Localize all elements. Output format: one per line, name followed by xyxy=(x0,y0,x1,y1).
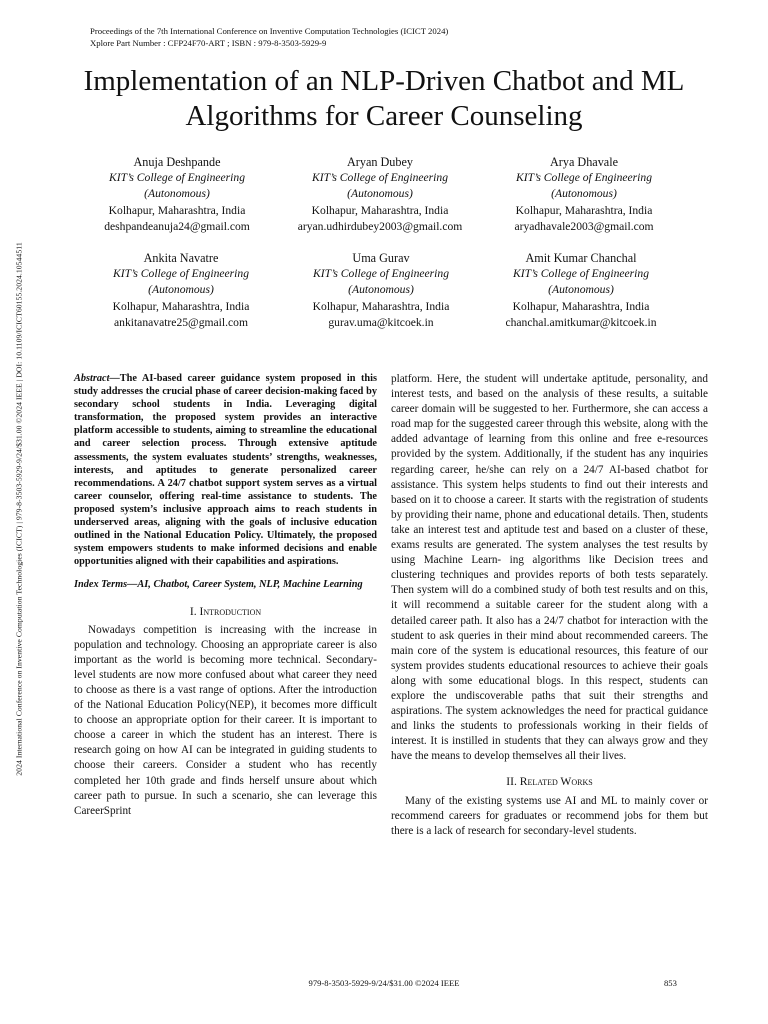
author-institution: KIT’s College of Engineering xyxy=(312,267,449,281)
author-institution: KIT’s College of Engineering xyxy=(512,267,649,281)
author-location: Kolhapur, Maharashtra, India xyxy=(108,203,246,217)
side-doi-text: 2024 International Conference on Inventive Computation Technologies (ICICT) | 979-8-3503-5929-9/24/$31.00 ©2024 IEEE | DOI: 10.1109/ICICT60155.2024.10544511 xyxy=(14,242,24,776)
section-heading-related-works xyxy=(391,774,708,789)
side-doi-strip xyxy=(12,158,26,860)
paper-title xyxy=(0,64,768,134)
abstract-label: Abstract— xyxy=(74,373,120,384)
author-name: Amit Kumar Chanchal xyxy=(525,251,637,265)
index-terms-text: AI, Chatbot, Career System, NLP, Machine Learning xyxy=(137,579,363,591)
author-email: aryan.udhirdubey2003@gmail.com xyxy=(297,219,463,233)
intro-continued-paragraph: platform. Here, the student will undertake aptitude, personality, and interest tests, and based on the analysis of these results, a suitable career domain will be suggested to her. Furthermore, she can access a road map for the suggested career through this website, along with the added advantage of learning from this online and free e-resources provided by the system. Additionally, if the student has any inquiries regarding career, he/she can rely on a 24/7 AI-based chatbot for assistance. This system helps students to find out their interests and based on it to choose a career. It starts with the registration of students by providing their name, phone and educational details. Then, students take an interest test and aptitude test and based on a cluster of these, exams results are generated. The system analyses the test results by using Machine Learn- ing algorithms like Decision trees and clustering techniques and provides reports of both tests separately. Then system will do a combined study of both test results and on this, it will recommend a suitable career for the student along with a detailed career path. It also has a 24/7 chatbot for interaction with the student to ask queries in their mind about recommended careers. The main core of the system is educational resources, this feature of our system provides students educational resources to achieve their goals along with some educational blogs. In this respect, students can explore the undiscoverable paths that suit their strengths and aspirations. The system acknowledges the need for practical guidance and links the students to professionals working in their fields of interest. It is instilled in students that they can always grow and they have the means to develop themselves all their lives. xyxy=(391,373,708,763)
author-email: aryadhavale2003@gmail.com xyxy=(514,219,654,233)
author-name: Anuja Deshpande xyxy=(133,155,221,169)
section-heading-introduction xyxy=(74,604,377,619)
author-email: chanchal.amitkumar@kitcoek.in xyxy=(505,315,657,329)
author-status: (Autonomous) xyxy=(347,187,413,201)
author-block xyxy=(266,250,496,331)
intro-paragraph: Nowadays competition is increasing with the increase in population and technology. Choosing an appropriate career is also important as the world is becoming more technical. Secondary-level students are now more confused about what career they need to choose as there is a vast range of options. After the introduction of the National Education Policy(NEP), it becomes more difficult to choose an appropriate option for their career. It is important to choose a career in which the student has an interest. There is research going on how AI can be integrated in guiding students to choose their careers. Consider a student who has recently completed her 10th grade and finds herself unsure about which career path to pursue. In such a scenario, she can leverage this CareerSprint xyxy=(74,623,377,817)
author-block xyxy=(466,250,696,331)
author-institution: KIT’s College of Engineering xyxy=(112,267,249,281)
author-location: Kolhapur, Maharashtra, India xyxy=(515,203,653,217)
left-column xyxy=(74,372,377,819)
author-block xyxy=(62,154,292,235)
footer-copyright: 979-8-3503-5929-9/24/$31.00 ©2024 IEEE xyxy=(308,978,460,988)
section-number: II. xyxy=(506,775,520,789)
author-institution: KIT’s College of Engineering xyxy=(108,171,245,185)
author-block xyxy=(265,154,495,235)
author-name: Uma Gurav xyxy=(352,251,410,265)
author-status: (Autonomous) xyxy=(548,283,614,297)
author-email: gurav.uma@kitcoek.in xyxy=(328,315,434,329)
xplore-line: Xplore Part Number : CFP24F70-ART ; ISBN : 979-8-3503-5929-9 xyxy=(90,38,327,48)
proceedings-header xyxy=(90,25,448,49)
author-email: ankitanavatre25@gmail.com xyxy=(114,315,248,329)
author-status: (Autonomous) xyxy=(551,187,617,201)
section-title: Introduction xyxy=(199,604,262,618)
title-line-1: Implementation of an NLP-Driven Chatbot and ML xyxy=(83,65,685,97)
author-location: Kolhapur, Maharashtra, India xyxy=(112,299,250,313)
author-name: Aryan Dubey xyxy=(347,155,413,169)
section-title: Related Works xyxy=(519,775,593,789)
author-location: Kolhapur, Maharashtra, India xyxy=(312,299,450,313)
author-status: (Autonomous) xyxy=(348,283,414,297)
author-name: Arya Dhavale xyxy=(549,155,618,169)
abstract-text: The AI-based career guidance system proposed in this study addresses the crucial phase of career decision-making faced by secondary school students in India. Leveraging digital transformation, the proposed system provides an interactive platform accessible to students, aiming to streamline the educational and career selection process. Through extensive aptitude assessments, the system evaluates students’ strengths, weaknesses, interests, and aptitudes to generate personalized career recommendations. A 24/7 chatbot support system serves as a virtual career counselor, offering real-time assistance to students. The proposed system’s inclusive approach aims to reach students in underserved areas, aligning with the goals of inclusive education outlined in the National Education Policy. Ultimately, the proposed system empowers students to make informed decisions and enable opportunities aligned with their capabilities and aspirations. xyxy=(74,373,377,568)
author-location: Kolhapur, Maharashtra, India xyxy=(311,203,449,217)
abstract xyxy=(74,372,377,568)
page-number: 853 xyxy=(664,978,677,988)
section-number: I. xyxy=(189,604,200,618)
author-institution: KIT’s College of Engineering xyxy=(311,171,448,185)
author-location: Kolhapur, Maharashtra, India xyxy=(512,299,650,313)
author-block xyxy=(469,154,699,235)
author-block xyxy=(66,250,296,331)
index-terms xyxy=(74,578,377,591)
author-institution: KIT’s College of Engineering xyxy=(515,171,652,185)
right-column xyxy=(391,372,708,839)
related-works-paragraph: Many of the existing systems use AI and ML to mainly cover or recommend careers for graduates or recommend jobs for them but there is a lack of research for secondary-level students. xyxy=(391,794,708,837)
author-email: deshpandeanuja24@gmail.com xyxy=(104,219,250,233)
proceedings-line: Proceedings of the 7th International Conference on Inventive Computation Technologies (ICICT 2024) xyxy=(90,26,449,36)
author-name: Ankita Navatre xyxy=(143,251,219,265)
index-terms-label: Index Terms— xyxy=(74,579,138,591)
author-status: (Autonomous) xyxy=(148,283,214,297)
author-status: (Autonomous) xyxy=(144,187,210,201)
title-line-2: Algorithms for Career Counseling xyxy=(185,100,583,132)
